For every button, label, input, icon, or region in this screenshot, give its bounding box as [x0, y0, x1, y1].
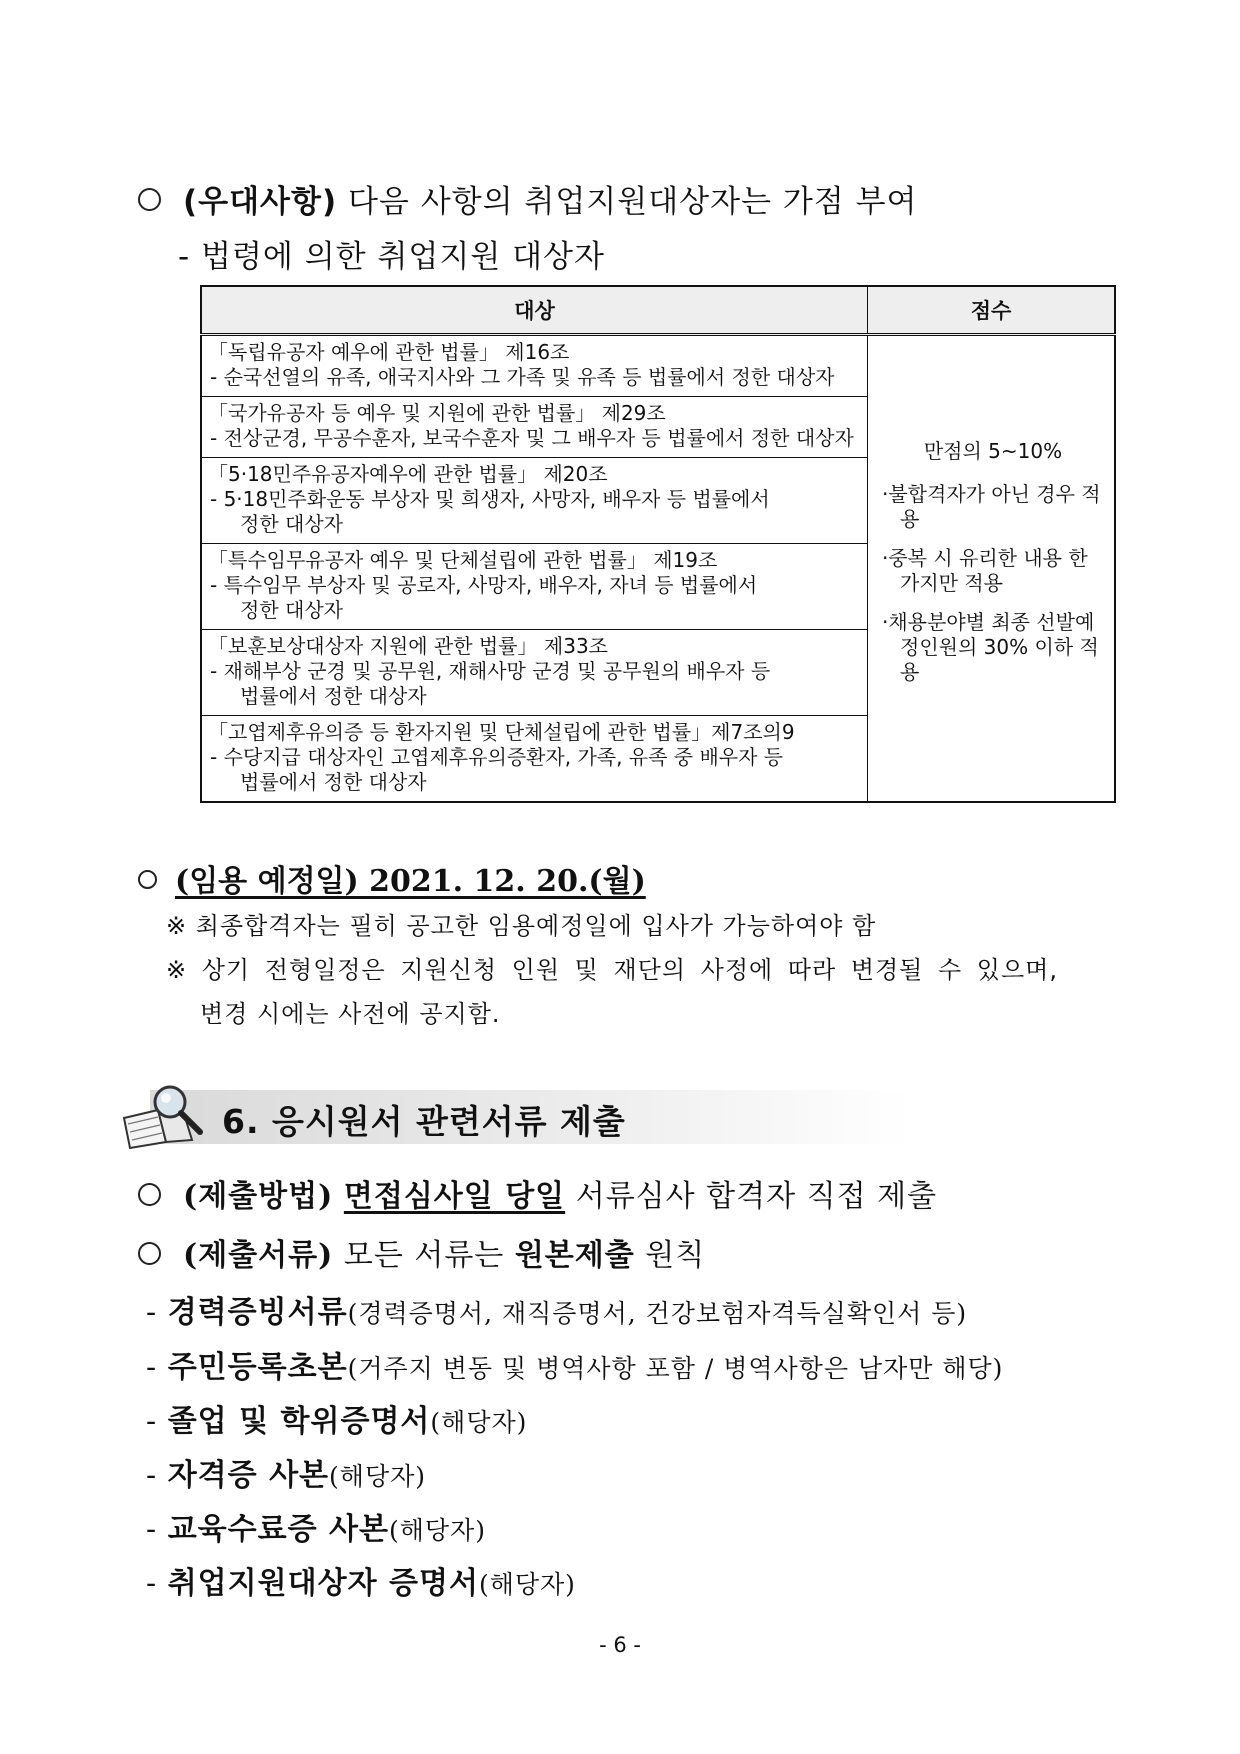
table-header-target: 대상	[201, 286, 868, 335]
preference-text: 다음 사항의 취업지원대상자는 가점 부여	[337, 184, 918, 220]
law-description	[208, 745, 859, 795]
law-description	[208, 659, 859, 709]
law-description-line: 법률에서 정한 대상자	[240, 770, 427, 794]
submission-method-label: (제출방법)	[183, 1179, 334, 1214]
document-detail: (해당자)	[389, 1516, 486, 1545]
law-name: 「고엽제후유의증 등 환자지원 및 단체설립에 관한 법률」제7조의9	[208, 720, 795, 744]
appointment-note: ※ 최종합격자는 필히 공고한 임용예정일에 입사가 가능하여야 함	[166, 912, 877, 940]
appointment-note: ※ 상기 전형일정은 지원신청 인원 및 재단의 사정에 따라 변경될 수 있으며,	[166, 956, 1058, 984]
document-name: 자격증 사본	[167, 1458, 330, 1493]
preference-table	[200, 285, 1116, 803]
document-name: 취업지원대상자 증명서	[167, 1566, 479, 1601]
circle-bullet-icon	[138, 188, 161, 211]
score-bullet: ·중복 시 유리한 내용 한 가지만 적용	[882, 545, 1088, 595]
law-description-line: 법률에서 정한 대상자	[240, 684, 427, 708]
law-description-line: - 수당지급 대상자인 고엽제후유의증환자, 가족, 유족 중 배우자 등	[210, 745, 784, 769]
submission-documents-emphasis: 원본제출	[514, 1238, 635, 1273]
table-cell-target	[201, 458, 868, 544]
table-cell-target	[201, 630, 868, 716]
law-name: 「5·18민주유공자예우에 관한 법률」 제20조	[208, 462, 608, 486]
document-detail: (해당자)	[430, 1408, 528, 1437]
table-cell-target	[201, 335, 868, 397]
page-number: - 6 -	[599, 1633, 641, 1657]
submission-method	[138, 1171, 937, 1215]
document-detail: (해당자)	[329, 1462, 427, 1491]
document-item: - 취업지원대상자 증명서(해당자)	[146, 1566, 576, 1601]
book-magnifier-icon	[118, 1080, 218, 1152]
law-description: - 순국선열의 유족, 애국지사와 그 가족 및 유족 등 법률에서 정한 대상자	[210, 365, 835, 389]
document-item: - 교육수료증 사본(해당자)	[146, 1512, 486, 1547]
law-name: 「특수임무유공자 예우 및 단체설립에 관한 법률」 제19조	[208, 548, 718, 572]
law-description-line: 정한 대상자	[240, 598, 343, 622]
document-name: 경력증빙서류	[167, 1295, 348, 1330]
table-cell-score	[868, 335, 1116, 803]
table-header-score: 점수	[868, 286, 1116, 335]
law-name: 「보훈보상대상자 지원에 관한 법률」 제33조	[208, 634, 608, 658]
appointment-heading	[138, 856, 646, 900]
score-main: 만점의 5~10%	[923, 438, 1063, 463]
law-description-line: - 특수임무 부상자 및 공로자, 사망자, 배우자, 자녀 등 법률에서	[210, 573, 758, 597]
circle-bullet-icon	[138, 1183, 161, 1206]
law-description-line: - 재해부상 군경 및 공무원, 재해사망 군경 및 공무원의 배우자 등	[210, 659, 771, 683]
document-name: 교육수료증 사본	[167, 1512, 389, 1547]
preference-subheading: - 법령에 의한 취업지원 대상자	[178, 239, 605, 275]
preference-label: (우대사항)	[183, 184, 338, 220]
document-item: - 주민등록초본(거주지 변동 및 병역사항 포함 / 병역사항은 남자만 해당)	[146, 1350, 1004, 1385]
section-title: 6. 응시원서 관련서류 제출	[222, 1102, 626, 1141]
circle-bullet-icon	[138, 1242, 161, 1265]
law-description	[208, 573, 859, 623]
submission-method-emphasis: 면접심사일 당일	[343, 1179, 566, 1214]
document-detail: (경력증명서, 재직증명서, 건강보험자격득실확인서 등)	[347, 1299, 968, 1328]
document-item: - 졸업 및 학위증명서(해당자)	[146, 1404, 528, 1439]
table-cell-target	[201, 397, 868, 458]
document-name: 주민등록초본	[167, 1350, 348, 1385]
submission-documents-text: 모든 서류는	[333, 1238, 515, 1273]
score-bullet: ·채용분야별 최종 선발예정인원의 30% 이하 적용	[882, 609, 1099, 684]
law-name: 「독립유공자 예우에 관한 법률」 제16조	[208, 340, 570, 364]
table-row	[201, 335, 1115, 397]
table-header-row	[201, 286, 1115, 335]
submission-documents	[138, 1230, 705, 1274]
table-cell-target	[201, 544, 868, 630]
document-item: - 자격증 사본(해당자)	[146, 1458, 427, 1493]
appointment-note: 변경 시에는 사전에 공지함.	[200, 1000, 501, 1028]
submission-method-text: 서류심사 합격자 직접 제출	[565, 1179, 938, 1214]
law-name: 「국가유공자 등 예우 및 지원에 관한 법률」 제29조	[208, 401, 666, 425]
table-cell-target	[201, 716, 868, 803]
law-description-line: - 5·18민주화운동 부상자 및 희생자, 사망자, 배우자 등 법률에서	[210, 487, 770, 511]
document-item: - 경력증빙서류(경력증명서, 재직증명서, 건강보험자격득실확인서 등)	[146, 1295, 968, 1330]
preference-heading	[138, 176, 917, 221]
document-name: 졸업 및 학위증명서	[167, 1404, 431, 1439]
law-description-line: 정한 대상자	[240, 512, 343, 536]
circle-bullet-icon	[138, 870, 157, 889]
score-bullet: ·불합격자가 아닌 경우 적용	[882, 481, 1101, 531]
document-detail: (거주지 변동 및 병역사항 포함 / 병역사항은 남자만 해당)	[347, 1354, 1004, 1383]
submission-documents-label: (제출서류)	[183, 1238, 334, 1273]
appointment-label: (임용 예정일) 2021. 12. 20.(월)	[175, 864, 646, 899]
submission-documents-text: 원칙	[634, 1238, 706, 1273]
law-description: - 전상군경, 무공수훈자, 보국수훈자 및 그 배우자 등 법률에서 정한 대상자	[210, 426, 854, 450]
document-detail: (해당자)	[478, 1570, 576, 1599]
law-description	[208, 487, 859, 537]
